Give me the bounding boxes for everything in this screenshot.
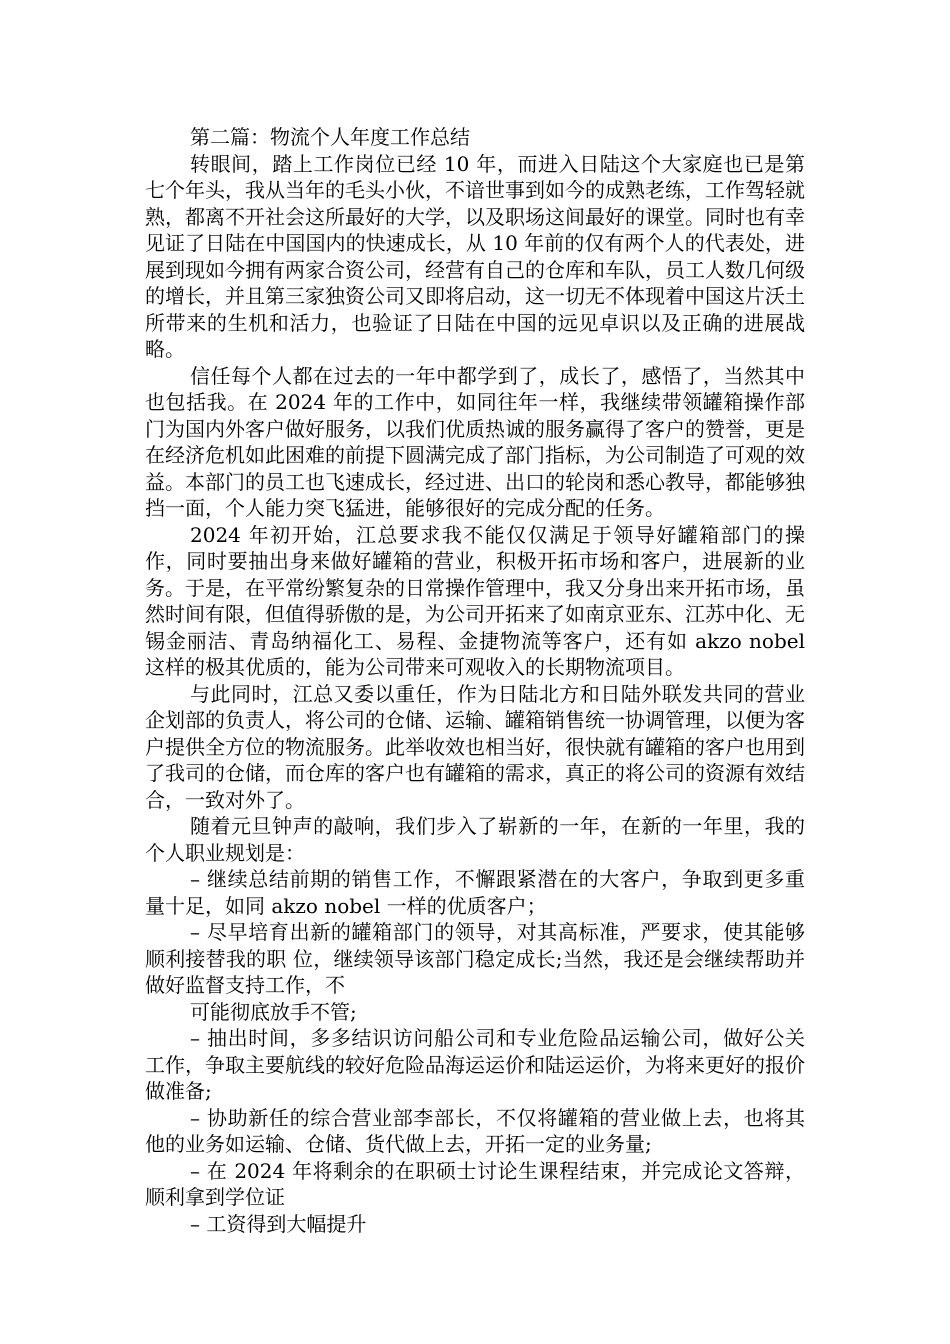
paragraph-business-expansion: 2024 年初开始，江总要求我不能仅仅满足于领导好罐箱部门的操作，同时要抽出身来做好罐箱的营业，积极开拓市场和客户，进展新的业务。于是，在平常纷繁复杂的日常操作管理中，我又分身出来开拓市场，虽然时间有限，但值得骄傲的是，为公司开拓来了如南京亚东、江苏中化、无锡金丽洁、青岛纳福化工、易程、金捷物流等客户，还有如 akzo nobel 这样的极其优质的，能为公司带来可观收入的长期物流项目。 — [145, 522, 805, 679]
plan-item-public-relations: – 抽出时间，多多结识访问船公司和专业危险品运输公司，做好公关工作，争取主要航线的较好危险品海运运价和陆运运价，为将来更好的报价做准备; — [145, 1026, 805, 1103]
document-title: 第二篇：物流个人年度工作总结 — [190, 125, 470, 149]
paragraph-intro: 转眼间，踏上工作岗位已经 10 年，而进入日陆这个大家庭也已是第七个年头，我从当年的毛头小伙，不谙世事到如今的成熟老练，工作驾轻就熟，都离不开社会这所最好的大学，以及职场这间最好的课堂。同时也有幸见证了日陆在中国国内的快速成长，从 10 年前的仅有两个人的代表处，进展到现如今拥有两家合资公司，经营有自己的仓库和车队，员工人数几何级的增长，并且第三家独资公司又即将启动，这一切无不体现着中国这片沃土所带来的生机和活力，也验证了日陆在中国的远见卓识以及正确的进展战略。 — [145, 151, 805, 361]
plan-item-salary: – 工资得到大幅提升 — [190, 1211, 367, 1236]
plan-item-successor-continued: 可能彻底放手不管; — [190, 999, 357, 1024]
document-page — [145, 124, 805, 1237]
plan-item-sales: – 继续总结前期的销售工作，不懈跟紧潜在的大客户，争取到更多重量十足，如同 akzo nobel 一样的优质客户； — [145, 867, 805, 918]
plan-item-degree: – 在 2024 年将剩余的在职硕士讨论生课程结束，并完成论文答辩，顺利拿到学位证 — [145, 1158, 805, 1209]
paragraph-past-year: 信任每个人都在过去的一年中都学到了，成长了，感悟了，当然其中也包括我。在 2024 年的工作中，如同往年一样，我继续带领罐箱操作部门为国内外客户做好服务，以我们优质热诚的服务赢得了客户的赞誉，更是在经济危机如此困难的前提下圆满完成了部门指标，为公司制造了可观的效益。本部门的员工也飞速成长，经过进、出口的轮岗和悉心教导，都能够独挡一面，个人能力突飞猛进，能够很好的完成分配的任务。 — [145, 363, 805, 520]
paragraph-new-year-plan: 随着元旦钟声的敲响，我们步入了崭新的一年，在新的一年里，我的个人职业规划是： — [145, 814, 805, 865]
plan-item-assist-minister: – 协助新任的综合营业部李部长，不仅将罐箱的营业做上去，也将其他的业务如运输、仓储、货代做上去，开拓一定的业务量; — [145, 1105, 805, 1156]
paragraph-planning-department: 与此同时，江总又委以重任，作为日陆北方和日陆外联发共同的营业企划部的负责人，将公司的仓储、运输、罐箱销售统一协调管理，以便为客户提供全方位的物流服务。此举收效也相当好，很快就有罐箱的客户也用到了我司的仓储，而仓库的客户也有罐箱的需求，真正的将公司的资源有效结合，一致对外了。 — [145, 681, 805, 812]
plan-item-successor: – 尽早培育出新的罐箱部门的领导，对其高标准，严要求，使其能够顺利接替我的职 位，继续领导该部门稳定成长;当然，我还是会继续帮助并做好监督支持工作，不 — [145, 920, 805, 997]
